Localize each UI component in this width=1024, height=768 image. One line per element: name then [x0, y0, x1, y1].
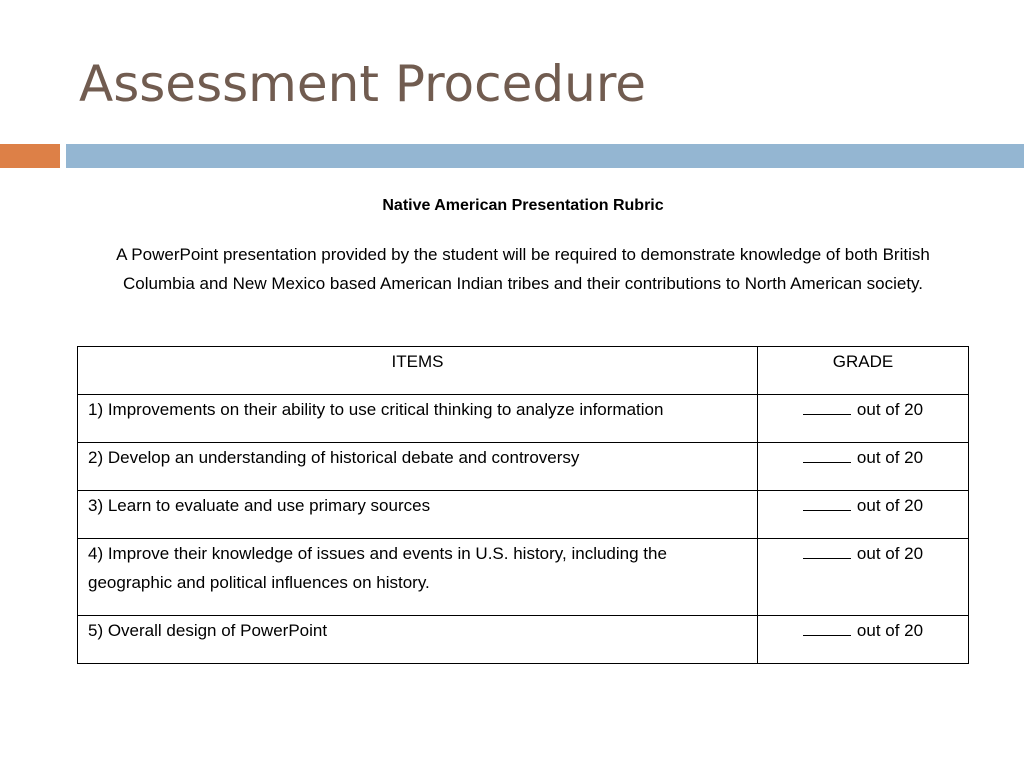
rubric-title: Native American Presentation Rubric — [382, 197, 664, 214]
header-items: ITEMS — [78, 347, 758, 395]
item-cell: 1) Improvements on their ability to use critical thinking to analyze information — [78, 395, 758, 443]
grade-blank[interactable] — [803, 444, 851, 463]
grade-blank[interactable] — [803, 540, 851, 559]
table-row — [78, 443, 969, 491]
table-row — [78, 539, 969, 616]
grade-cell — [758, 491, 969, 539]
rubric-intro: A PowerPoint presentation provided by the student will be required to demonstrate knowledge of both British Columbia and New Mexico based American Indian tribes and their contributions to North American society. — [116, 245, 930, 293]
grade-text: out of 20 — [856, 496, 924, 515]
slide-title: Assessment Procedure — [79, 55, 647, 113]
grade-blank[interactable] — [803, 396, 851, 415]
accent-bar-orange — [0, 144, 60, 168]
grade-cell — [758, 395, 969, 443]
table-row — [78, 395, 969, 443]
grade-cell — [758, 539, 969, 616]
grade-text: out of 20 — [856, 400, 924, 419]
grade-cell — [758, 616, 969, 664]
grade-text: out of 20 — [856, 621, 924, 640]
table-row — [78, 616, 969, 664]
header-grade: GRADE — [758, 347, 969, 395]
rubric-table — [77, 346, 969, 664]
item-cell: 4) Improve their knowledge of issues and events in U.S. history, including the geographic and political influences on history. — [78, 539, 758, 616]
item-cell: 3) Learn to evaluate and use primary sources — [78, 491, 758, 539]
table-header-row — [78, 347, 969, 395]
grade-cell — [758, 443, 969, 491]
grade-text: out of 20 — [856, 448, 924, 467]
grade-text: out of 20 — [856, 544, 924, 563]
item-cell: 2) Develop an understanding of historical debate and controversy — [78, 443, 758, 491]
table-row — [78, 491, 969, 539]
grade-blank[interactable] — [803, 492, 851, 511]
grade-blank[interactable] — [803, 617, 851, 636]
item-cell: 5) Overall design of PowerPoint — [78, 616, 758, 664]
accent-bar-blue — [66, 144, 1024, 168]
